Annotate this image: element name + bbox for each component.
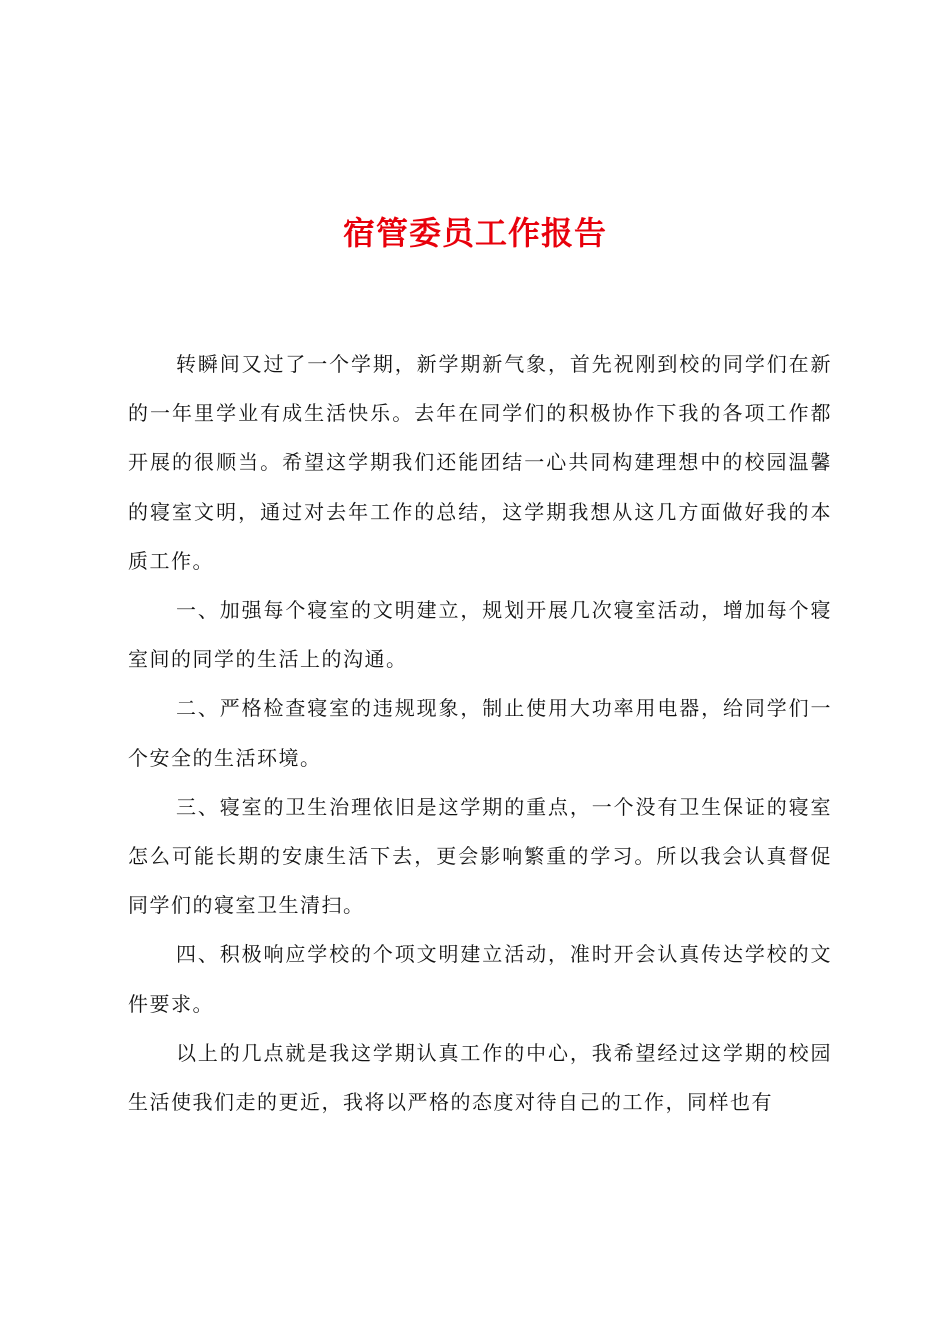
document-title: 宿管委员工作报告	[342, 214, 607, 252]
document-body	[128, 340, 832, 1127]
paragraph-item-2: 二、严格检查寝室的违规现象，制止使用大功率用电器，给同学们一个安全的生活环境。	[128, 696, 832, 770]
paragraph-conclusion: 以上的几点就是我这学期认真工作的中心，我希望经过这学期的校园生活使我们走的更近，我将以严格的态度对待自己的工作，同样也有	[128, 1040, 832, 1115]
paragraph-item-1: 一、加强每个寝室的文明建立，规划开展几次寝室活动，增加每个寝室间的同学的生活上的沟通。	[128, 598, 832, 672]
paragraph-intro: 转瞬间又过了一个学期，新学期新气象，首先祝刚到校的同学们在新的一年里学业有成生活快乐。去年在同学们的积极协作下我的各项工作都开展的很顺当。希望这学期我们还能团结一心共同构建理想中的校园温馨的寝室文明，通过对去年工作的总结，这学期我想从这几方面做好我的本质工作。	[128, 352, 832, 573]
paragraph-item-3: 三、寝室的卫生治理依旧是这学期的重点，一个没有卫生保证的寝室怎么可能长期的安康生活下去，更会影响繁重的学习。所以我会认真督促同学们的寝室卫生清扫。	[128, 794, 832, 918]
paragraph-item-4: 四、积极响应学校的个项文明建立活动，准时开会认真传达学校的文件要求。	[128, 942, 832, 1016]
